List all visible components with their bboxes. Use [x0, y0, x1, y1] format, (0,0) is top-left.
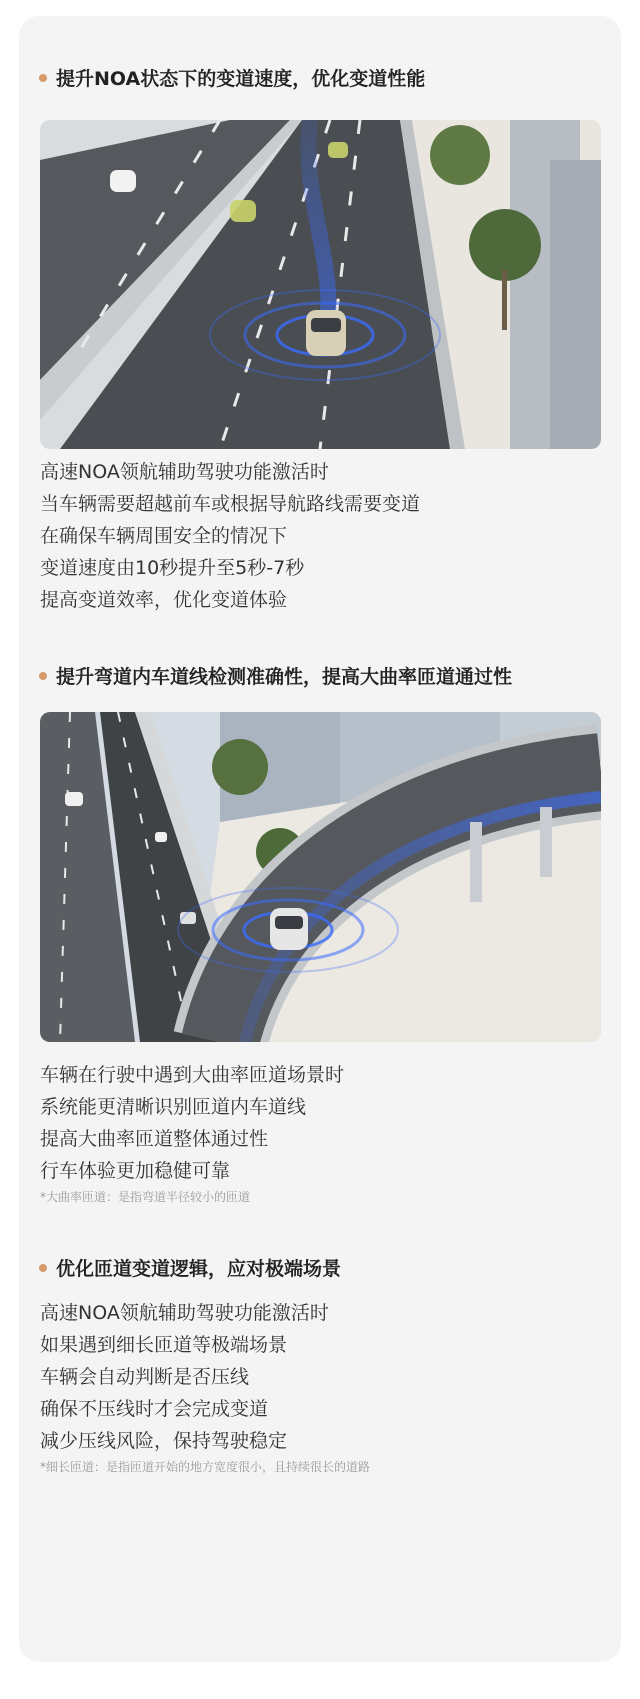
- bullet-dot: [39, 1264, 47, 1272]
- section-2-body: [40, 1059, 344, 1187]
- body-line: 确保不压线时才会完成变道: [40, 1398, 269, 1420]
- section-3-title-text: 优化匝道变道逻辑，应对极端场景: [56, 1258, 342, 1280]
- body-line: 提高变道效率，优化变道体验: [40, 589, 288, 611]
- bullet-dot: [39, 672, 47, 680]
- section-1-title: [39, 64, 425, 91]
- body-line: 如果遇到细长匝道等极端场景: [40, 1334, 288, 1356]
- section-2-title-text: 提升弯道内车道线检测准确性，提高大曲率匝道通过性: [56, 666, 513, 688]
- content-card: [19, 16, 621, 1662]
- section-1-body: [40, 456, 420, 616]
- body-line: 行车体验更加稳健可靠: [40, 1160, 231, 1182]
- body-line: 高速NOA领航辅助驾驶功能激活时: [40, 461, 329, 483]
- section-2-title: [39, 662, 512, 689]
- body-line: 车辆会自动判断是否压线: [40, 1366, 250, 1388]
- ramp-illustration: [40, 712, 601, 1042]
- body-line: 减少压线风险，保持驾驶稳定: [40, 1430, 288, 1452]
- body-line: 在确保车辆周围安全的情况下: [40, 525, 288, 547]
- body-line: 变道速度由10秒提升至5秒-7秒: [40, 557, 305, 579]
- body-line: 当车辆需要超越前车或根据导航路线需要变道: [40, 493, 421, 515]
- section-1-title-text: 提升NOA状态下的变道速度，优化变道性能: [56, 68, 426, 90]
- section-3-title: [39, 1254, 341, 1281]
- section-3-body: [40, 1297, 329, 1457]
- lane-change-illustration: [40, 120, 601, 449]
- body-line: 车辆在行驶中遇到大曲率匝道场景时: [40, 1064, 345, 1086]
- body-line: 高速NOA领航辅助驾驶功能激活时: [40, 1302, 329, 1324]
- body-line: 系统能更清晰识别匝道内车道线: [40, 1096, 307, 1118]
- body-line: 提高大曲率匝道整体通过性: [40, 1128, 269, 1150]
- section-3-footnote: *细长匝道：是指匝道开始的地方宽度很小，且持续很长的道路: [40, 1460, 371, 1474]
- section-2-footnote: *大曲率匝道：是指弯道半径较小的匝道: [40, 1190, 251, 1204]
- bullet-dot: [39, 74, 47, 82]
